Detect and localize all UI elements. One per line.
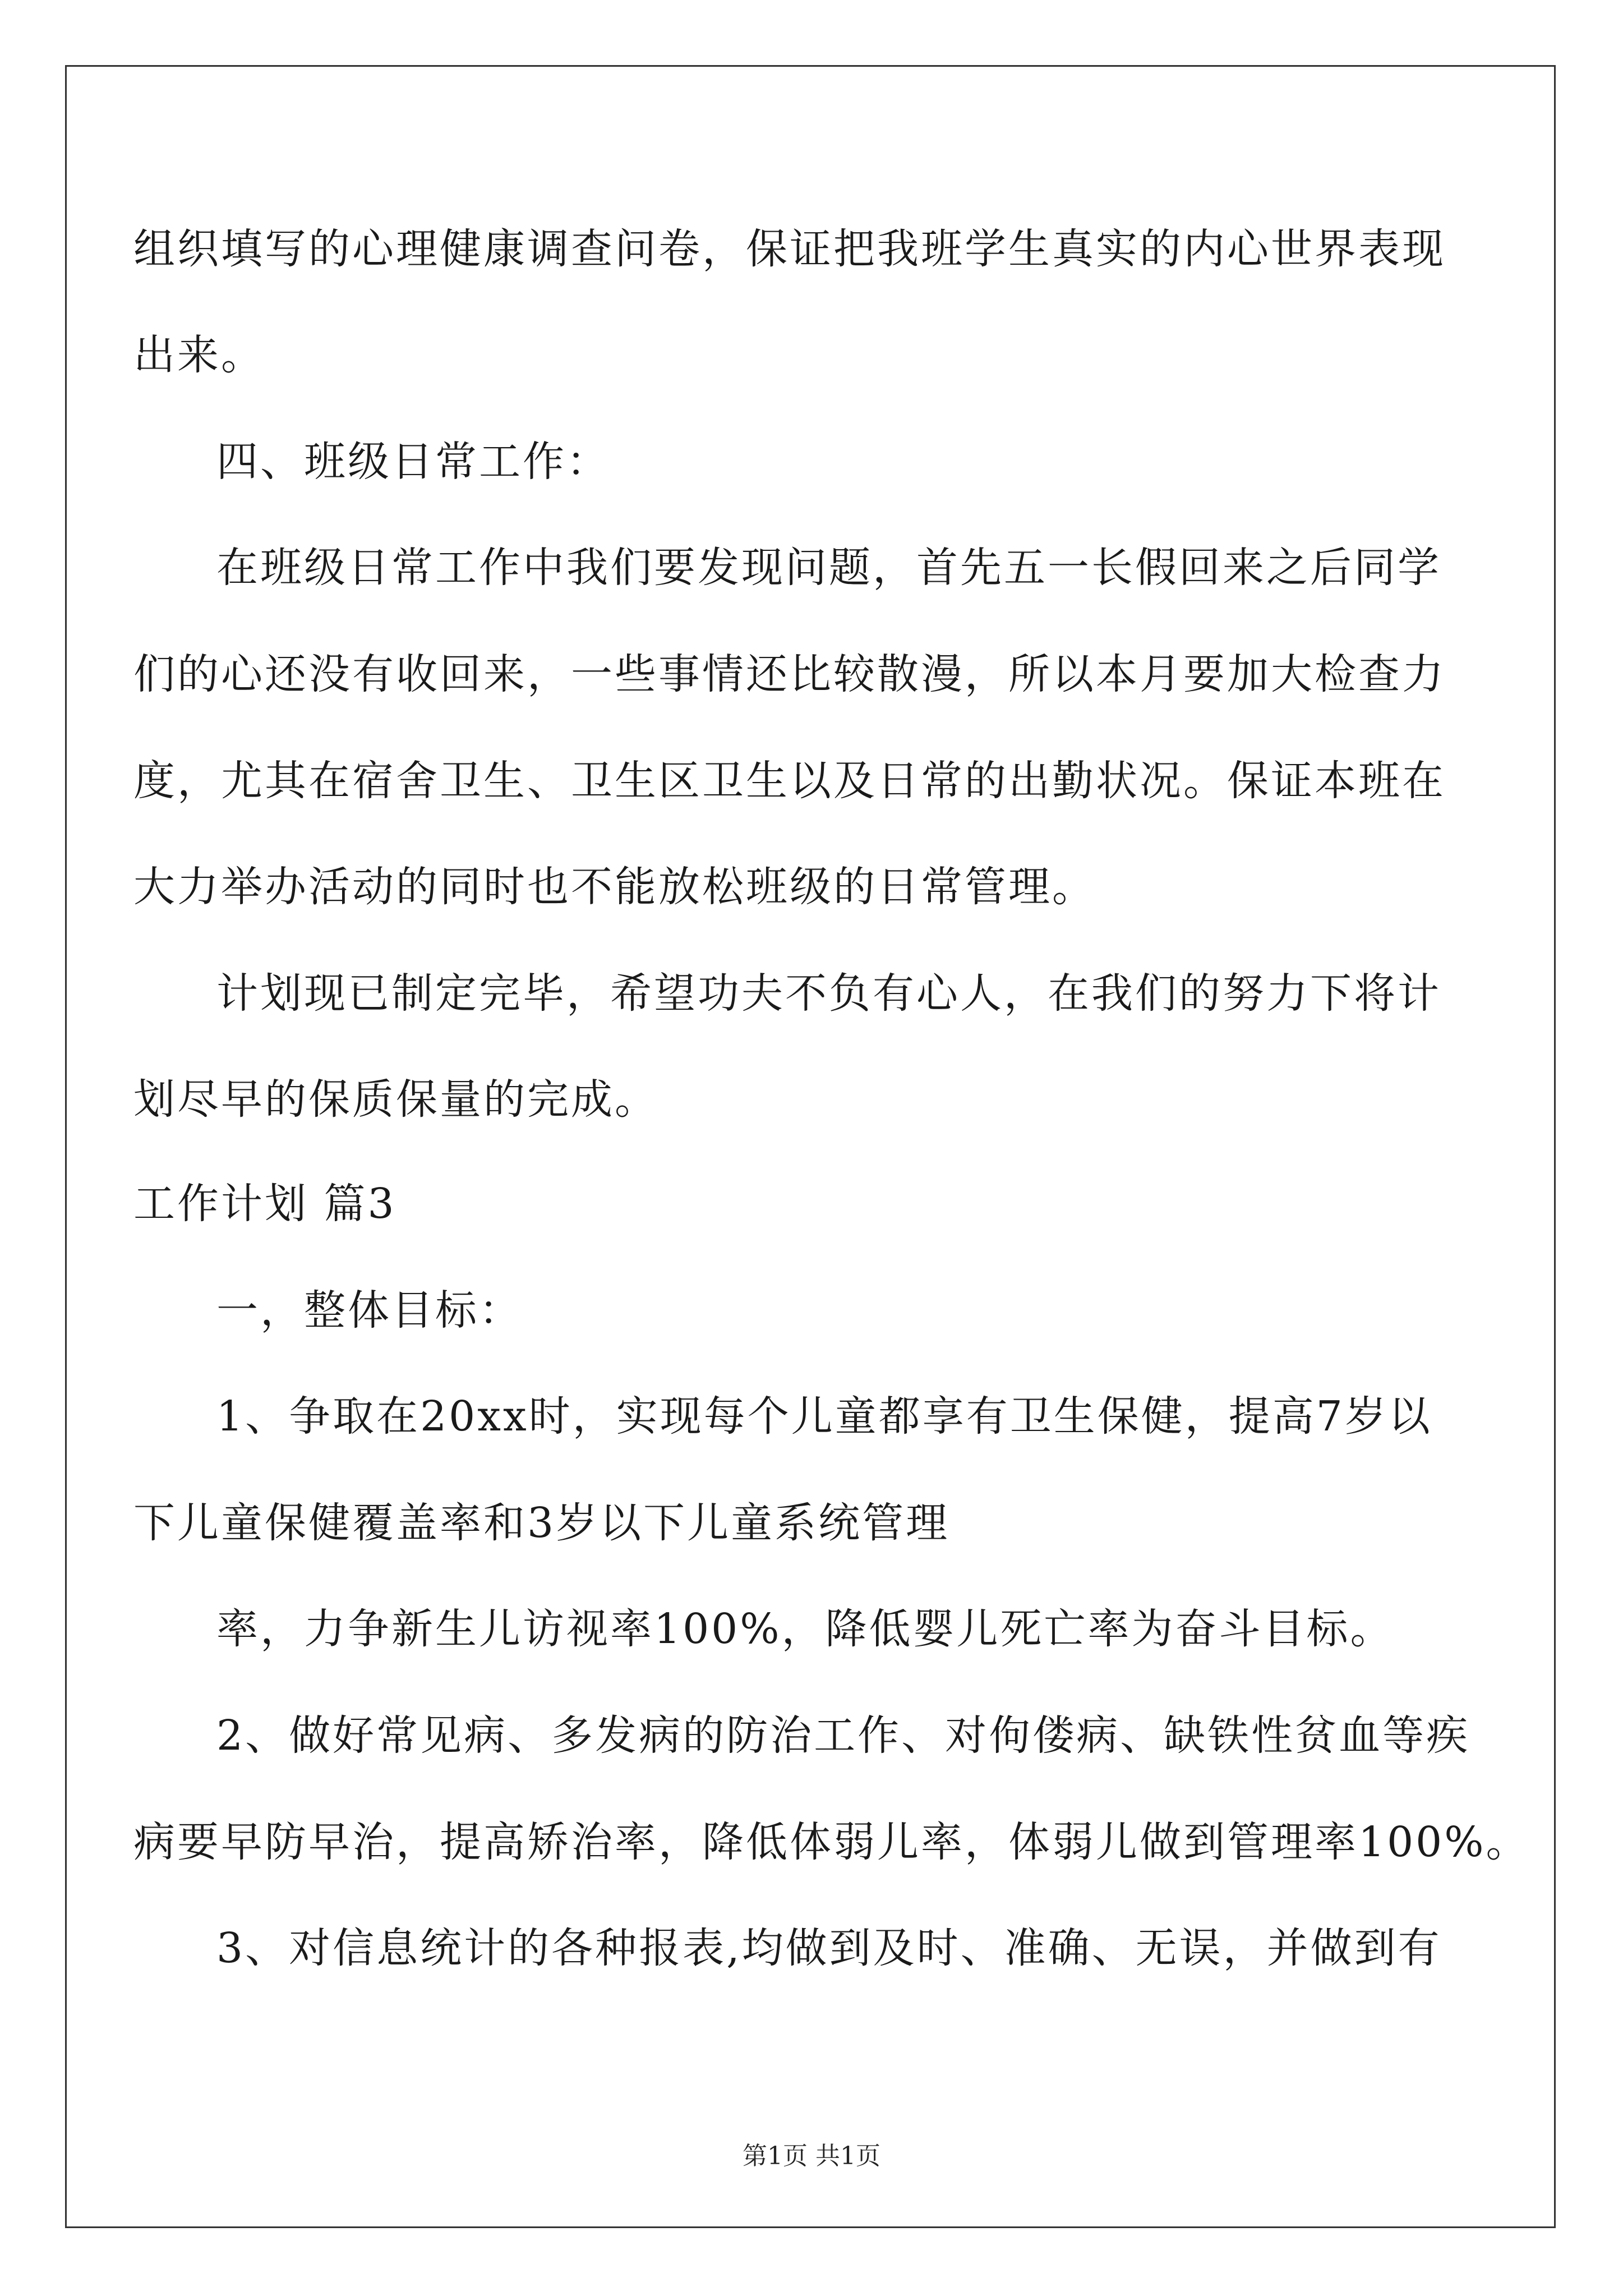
paragraph-line: 出来。	[133, 331, 265, 379]
paragraph-line: 们的心还没有收回来，一些事情还比较散漫，所以本月要加大检查力	[133, 650, 1446, 698]
paragraph-line: 在班级日常工作中我们要发现问题，首先五一长假回来之后同学	[216, 544, 1441, 592]
paragraph-line: 病要早防早治，提高矫治率，降低体弱儿率，体弱儿做到管理率100%。	[133, 1818, 1530, 1866]
section-heading: 一，整体目标：	[216, 1286, 523, 1335]
section-title: 工作计划 篇3	[133, 1180, 396, 1228]
paragraph-line: 1、争取在20xx时，实现每个儿童都享有卫生保健，提高7岁以	[216, 1392, 1432, 1441]
paragraph-line: 2、做好常见病、多发病的防治工作、对佝偻病、缺铁性贫血等疾	[216, 1711, 1470, 1760]
page-border	[65, 65, 1556, 2228]
paragraph-line: 划尽早的保质保量的完成。	[133, 1075, 658, 1124]
paragraph-line: 大力举办活动的同时也不能放松班级的日常管理。	[133, 863, 1096, 911]
paragraph-line: 3、对信息统计的各种报表,均做到及时、准确、无误，并做到有	[216, 1924, 1442, 1972]
paragraph-line: 度，尤其在宿舍卫生、卫生区卫生以及日常的出勤状况。保证本班在	[133, 757, 1446, 805]
paragraph-line: 组织填写的心理健康调查问卷，保证把我班学生真实的内心世界表现	[133, 225, 1446, 273]
section-heading: 四、班级日常工作：	[216, 438, 610, 486]
paragraph-line: 率，力争新生儿访视率100%，降低婴儿死亡率为奋斗目标。	[216, 1605, 1394, 1653]
page-number-footer: 第1页 共1页	[743, 2142, 880, 2170]
paragraph-line: 计划现已制定完毕，希望功夫不负有心人，在我们的努力下将计	[216, 969, 1441, 1018]
paragraph-line: 下儿童保健覆盖率和3岁以下儿童系统管理	[133, 1499, 950, 1547]
